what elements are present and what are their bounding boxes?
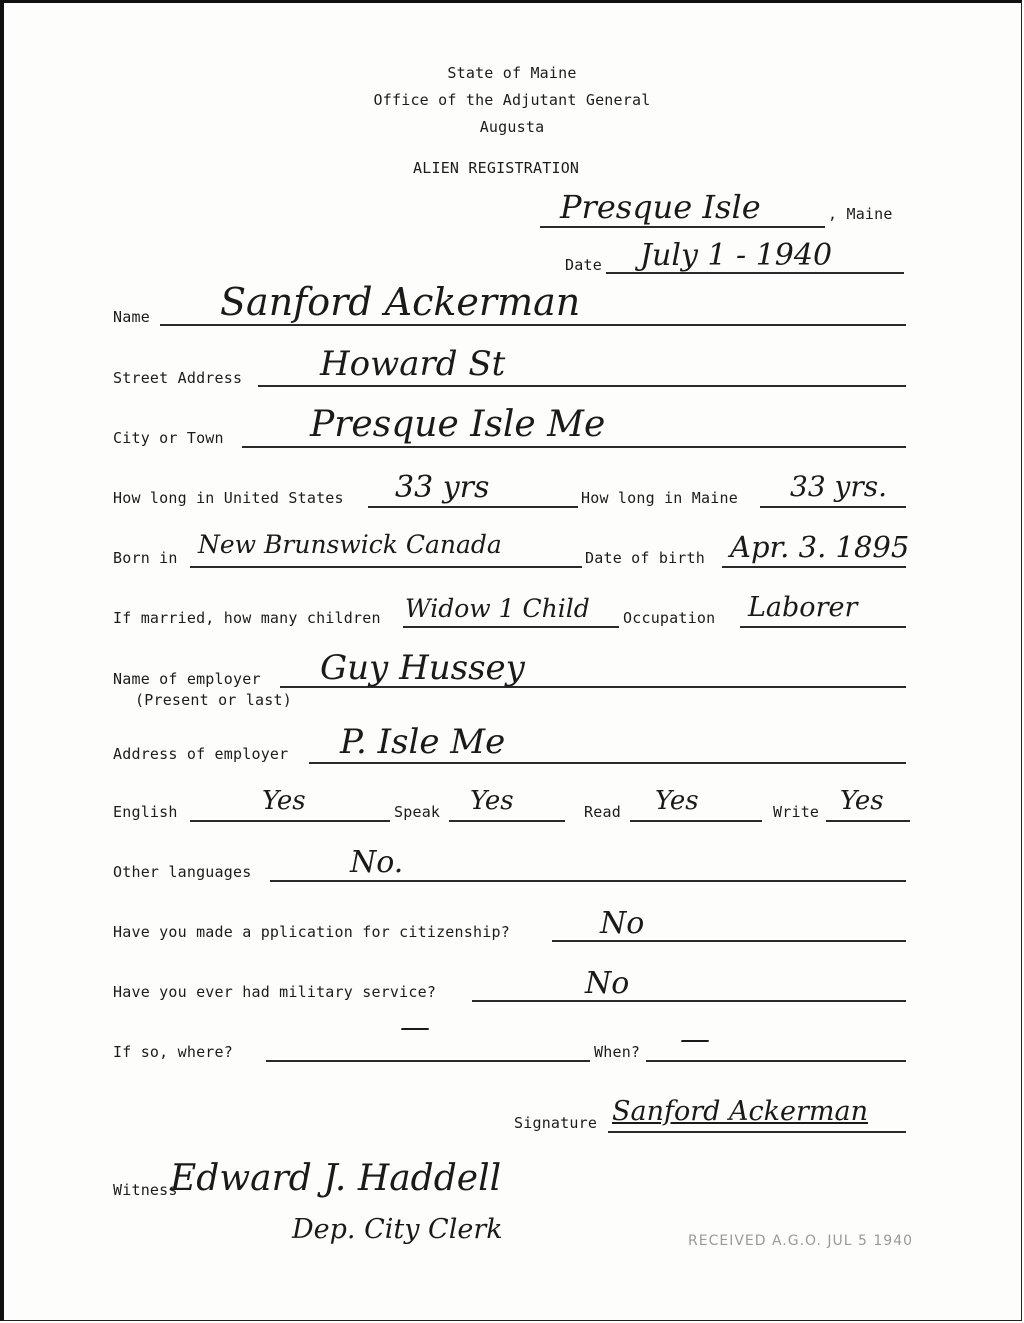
military-label: Have you ever had military service? xyxy=(113,983,437,1001)
employer-sublabel: (Present or last) xyxy=(135,691,292,709)
read-line xyxy=(630,820,762,822)
street-value: Howard St xyxy=(320,344,506,384)
place-suffix: , Maine xyxy=(828,205,893,223)
name-line xyxy=(160,324,906,326)
speak-value: Yes xyxy=(470,786,514,816)
write-line xyxy=(826,820,910,822)
other-languages-line xyxy=(270,880,906,882)
where-label: If so, where? xyxy=(113,1043,233,1061)
signature-label: Signature xyxy=(514,1114,598,1132)
write-value: Yes xyxy=(840,786,884,816)
header-city: Augusta xyxy=(479,118,545,136)
maine-time-line xyxy=(760,506,906,508)
other-languages-label: Other languages xyxy=(113,863,252,881)
children-line xyxy=(403,626,619,628)
when-label: When? xyxy=(594,1043,641,1061)
street-line xyxy=(258,385,906,387)
employer-address-line xyxy=(309,762,906,764)
place-line xyxy=(540,226,825,228)
signature-value: Sanford Ackerman xyxy=(612,1096,868,1127)
employer-address-value: P. Isle Me xyxy=(340,722,506,762)
occupation-label: Occupation xyxy=(623,609,716,627)
write-label: Write xyxy=(773,803,820,821)
english-label: English xyxy=(113,803,178,821)
military-line xyxy=(472,1000,906,1002)
citizenship-label: Have you made a pplication for citizenship? xyxy=(113,923,510,941)
maine-time-label: How long in Maine xyxy=(581,489,738,507)
citizenship-value: No xyxy=(600,906,645,941)
received-stamp: RECEIVED A.G.O. JUL 5 1940 xyxy=(688,1233,914,1249)
city-line xyxy=(242,446,906,448)
speak-line xyxy=(449,820,565,822)
witness-value: Edward J. Haddell xyxy=(170,1158,502,1199)
when-line xyxy=(646,1060,906,1062)
header-office: Office of the Adjutant General xyxy=(373,91,651,109)
us-time-value: 33 yrs xyxy=(395,470,490,505)
children-label: If married, how many children xyxy=(113,609,381,627)
witness-label: Witness xyxy=(113,1181,178,1199)
employer-value: Guy Hussey xyxy=(320,648,525,688)
military-value: No xyxy=(585,966,630,1001)
other-languages-value: No. xyxy=(350,845,404,880)
dob-label: Date of birth xyxy=(585,549,705,567)
dob-value: Apr. 3. 1895 xyxy=(730,530,910,564)
us-time-line xyxy=(368,506,578,508)
born-value: New Brunswick Canada xyxy=(198,530,502,559)
city-label: City or Town xyxy=(113,429,224,447)
dob-line xyxy=(722,566,906,568)
name-label: Name xyxy=(113,308,150,326)
read-value: Yes xyxy=(655,786,699,816)
place-value: Presque Isle xyxy=(560,188,761,226)
employer-label: Name of employer xyxy=(113,670,261,688)
form-title: ALIEN REGISTRATION xyxy=(413,159,580,177)
street-label: Street Address xyxy=(113,369,243,387)
speak-label: Speak xyxy=(394,803,441,821)
maine-time-value: 33 yrs. xyxy=(790,470,888,503)
us-time-label: How long in United States xyxy=(113,489,344,507)
english-line xyxy=(190,820,390,822)
signature-line xyxy=(608,1131,906,1133)
date-label: Date xyxy=(565,256,602,274)
occupation-value: Laborer xyxy=(748,592,858,623)
born-line xyxy=(190,566,582,568)
children-value: Widow 1 Child xyxy=(405,594,590,623)
where-line xyxy=(266,1060,590,1062)
read-label: Read xyxy=(584,803,621,821)
witness-title: Dep. City Clerk xyxy=(292,1214,503,1245)
date-value: July 1 - 1940 xyxy=(640,238,833,273)
header-state: State of Maine xyxy=(447,64,577,82)
when-value: — xyxy=(680,1022,710,1057)
where-value: — xyxy=(400,1010,430,1045)
name-value: Sanford Ackerman xyxy=(220,280,581,324)
born-label: Born in xyxy=(113,549,178,567)
employer-address-label: Address of employer xyxy=(113,745,289,763)
city-value: Presque Isle Me xyxy=(310,404,606,445)
occupation-line xyxy=(740,626,906,628)
english-value: Yes xyxy=(262,786,306,816)
